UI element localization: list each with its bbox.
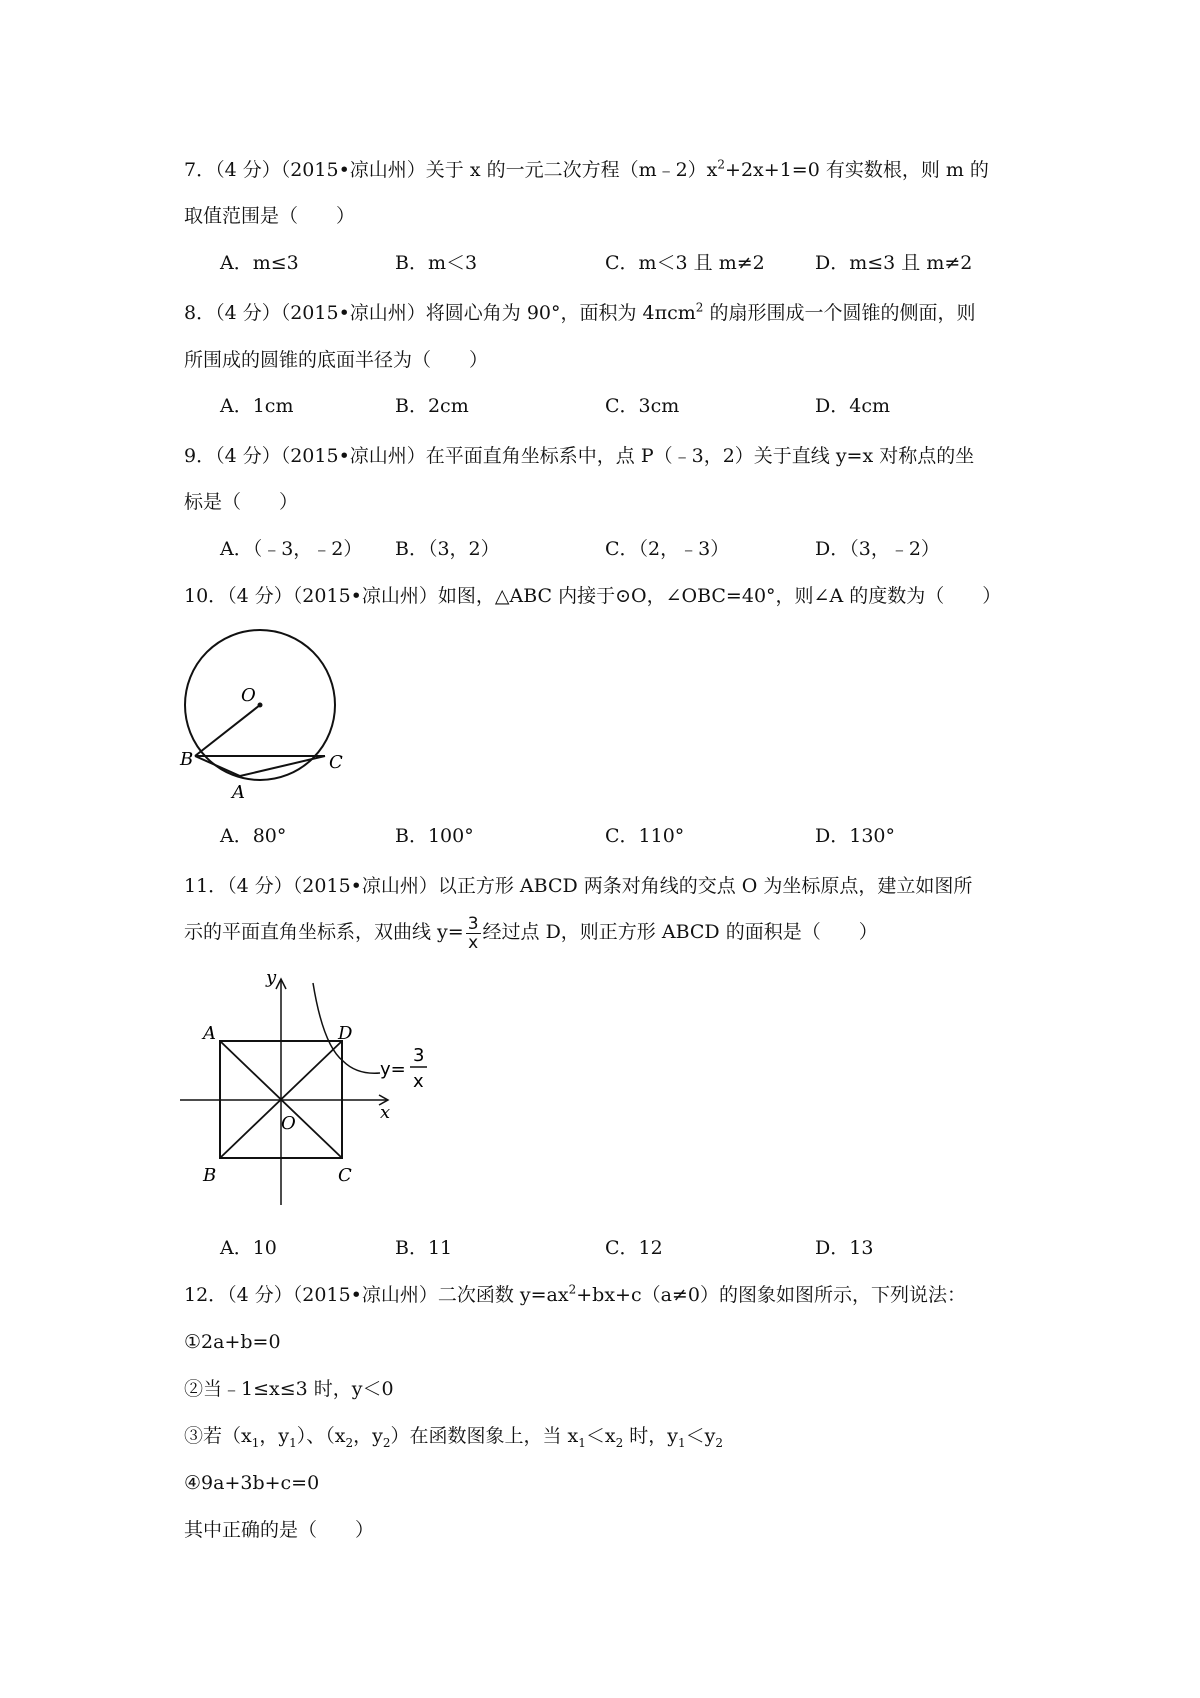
q9-option-b[interactable]: B．（3，2） [395,538,500,560]
q12-s3-sub: 2 [345,1435,354,1450]
q7-option-c[interactable]: C．m＜3 且 m≠2 [605,252,765,274]
q7-exponent: 2 [717,157,726,172]
q12-s3-text: ）、（x [296,1425,346,1447]
q12-s3-text: ＜x [585,1425,616,1447]
q12-s3-text: ，y [353,1425,383,1447]
q7-stem-line2: 取值范围是（ ） [184,205,356,227]
q11-fraction-denominator: x [468,932,479,953]
q11-stem-line1: 11．（4 分）（2015•凉山州）以正方形 ABCD 两条对角线的交点 O 为坐标原点，建立如图所 [184,875,973,897]
q7-stem-line1 [184,158,989,182]
q10-center-dot [258,703,263,708]
q11-options [220,1236,1120,1260]
q10-label-o: O [241,685,256,706]
q11-label-c: C [338,1165,352,1186]
q8-option-a[interactable]: A．1cm [220,395,294,417]
q7-stem-text: 7．（4 分）（2015•凉山州）关于 x 的一元二次方程（m﹣2）x [184,159,718,181]
q10-label-a: A [232,782,245,803]
q12-s3-sub: 1 [678,1435,686,1450]
q12-s3-text: 时，y [623,1425,679,1447]
q12-s3-sub: 2 [382,1435,391,1450]
q12-s3-sub: 1 [289,1435,297,1450]
q12-s3-text: ，y [259,1425,290,1447]
q10-stem-line1: 10．（4 分）（2015•凉山州）如图，△ABC 内接于⊙O，∠OBC=40°，则∠A 的度数为（ ） [184,585,1002,607]
q12-stem-line1 [184,1283,966,1307]
q11-option-a[interactable]: A．10 [220,1237,277,1259]
q9-stem-line1: 9．（4 分）（2015•凉山州）在平面直角坐标系中，点 P（﹣3，2）关于直线 y=x 对称点的坐 [184,445,975,467]
q8-exponent: 2 [695,300,704,315]
q12-s3-sub: 1 [578,1435,586,1450]
q8-options [220,394,1120,418]
q12-s3-sub: 2 [715,1435,724,1450]
q11-curve-label-numerator: 3 [413,1045,425,1066]
q7-option-b[interactable]: B．m＜3 [395,252,478,274]
q12-stem-text: 12．（4 分）（2015•凉山州）二次函数 y=ax [184,1284,569,1306]
q12-statement-3 [184,1424,723,1448]
q11-fraction [466,915,481,952]
q11-label-d: D [338,1023,353,1044]
q9-options [220,537,1120,561]
q7-stem-text-cont: +2x+1=0 有实数根，则 m 的 [725,159,989,181]
q12-question-line: 其中正确的是（ ） [184,1519,375,1541]
q8-option-c[interactable]: C．3cm [605,395,680,417]
q10-chord-ba [195,756,240,776]
q9-option-a[interactable]: A．（﹣3，﹣2） [220,538,363,560]
q11-curve-label-prefix: y= [380,1059,406,1080]
q10-option-d[interactable]: D．130° [815,825,895,847]
q10-option-b[interactable]: B．100° [395,825,474,847]
q9-option-d[interactable]: D．（3，﹣2） [815,538,940,560]
q10-label-b: B [180,749,194,770]
q11-curve-label-denominator: x [413,1071,424,1092]
q10-label-c: C [329,752,343,773]
q11-label-a: A [203,1023,216,1044]
q11-label-y: y [266,967,277,988]
q11-label-o: O [281,1113,296,1134]
q7-option-a[interactable]: A．m≤3 [220,252,299,274]
q10-circle-figure [175,628,355,808]
q8-stem-line2: 所围成的圆锥的底面半径为（ ） [184,349,489,371]
q12-stem-text-cont: +bx+c（a≠0）的图象如图所示，下列说法： [576,1284,966,1306]
q11-stem-line2 [184,908,878,956]
q11-fraction-numerator: 3 [467,913,479,934]
q8-stem-text: 8．（4 分）（2015•凉山州）将圆心角为 90°，面积为 4πcm [184,302,696,324]
q12-statement-1: ①2a+b=0 [184,1331,281,1353]
q10-option-a[interactable]: A．80° [220,825,287,847]
q8-option-d[interactable]: D．4cm [815,395,890,417]
q12-s3-text: ）在函数图象上，当 x [390,1425,579,1447]
q10-options [220,824,1120,848]
q9-stem-line2: 标是（ ） [184,491,299,513]
q8-stem-line1 [184,301,975,325]
q8-stem-text-cont: 的扇形围成一个圆锥的侧面，则 [703,302,976,324]
q12-statement-2: ②当﹣1≤x≤3 时，y＜0 [184,1378,394,1400]
q11-option-d[interactable]: D．13 [815,1237,874,1259]
q9-option-c[interactable]: C．（2，﹣3） [605,538,730,560]
q11-option-b[interactable]: B．11 [395,1237,453,1259]
q11-label-b: B [203,1165,217,1186]
q12-s3-sub: 2 [615,1435,624,1450]
q12-s3-sub: 1 [251,1435,260,1450]
q11-label-x: x [380,1102,391,1123]
q12-s3-text: ＜y [685,1425,716,1447]
q11-option-c[interactable]: C．12 [605,1237,663,1259]
q8-option-b[interactable]: B．2cm [395,395,469,417]
q12-exponent: 2 [568,1282,577,1297]
q10-chord-ac [240,756,325,776]
q7-options [220,251,1120,275]
q11-stem-text: 示的平面直角坐标系，双曲线 y= [184,921,464,943]
q10-option-c[interactable]: C．110° [605,825,685,847]
q7-option-d[interactable]: D．m≤3 且 m≠2 [815,252,973,274]
q12-s3-text: ③若（x [184,1425,252,1447]
q11-coordinate-figure [175,965,435,1215]
q12-statement-4: ④9a+3b+c=0 [184,1472,320,1494]
q10-radius-ob [195,705,260,756]
q11-stem-text-cont: 经过点 D，则正方形 ABCD 的面积是（ ） [482,921,878,943]
